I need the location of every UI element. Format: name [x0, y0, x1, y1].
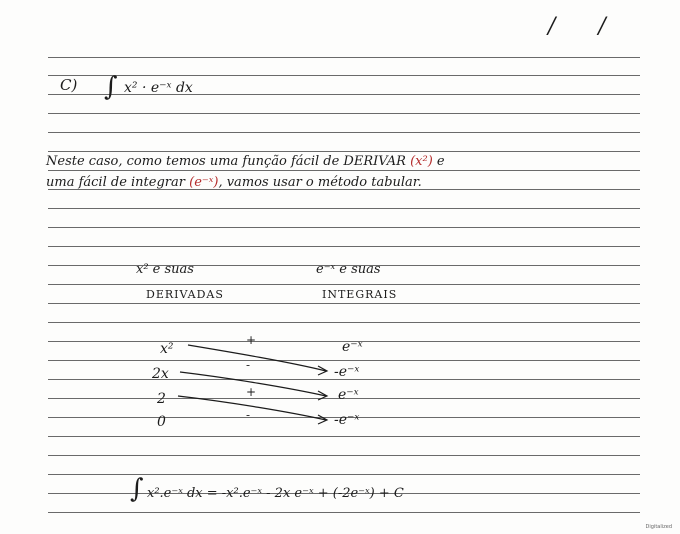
derivative-row-4: 0	[157, 414, 166, 430]
integrals-expression: e⁻ˣ e suas	[316, 262, 381, 277]
derivative-row-2: 2x	[152, 366, 169, 382]
integral-highlight: (e⁻ˣ)	[189, 175, 219, 190]
date-marks: / /	[548, 14, 624, 39]
sign-row-4: -	[246, 408, 251, 422]
result-expression: x².e⁻ˣ dx = -x².e⁻ˣ - 2x e⁻ˣ + (-2e⁻ˣ) + C	[147, 486, 404, 501]
sign-row-2: -	[246, 358, 251, 372]
integral-row-4: -e⁻ˣ	[334, 412, 360, 428]
problem-label: C)	[60, 76, 78, 94]
integrals-label: INTEGRAIS	[322, 288, 398, 301]
arrow-2	[180, 372, 326, 396]
integral-row-1: e⁻ˣ	[342, 339, 363, 355]
arrow-3	[178, 396, 326, 420]
derivative-row-3: 2	[157, 391, 166, 407]
result-integral-sign-icon: ∫	[130, 474, 144, 504]
derivative-highlight: (x²)	[410, 154, 433, 169]
sign-row-1: +	[246, 333, 257, 347]
explanation-text: uma fácil de integrar	[46, 175, 185, 190]
arrow-1	[188, 345, 326, 371]
integral-row-2: -e⁻ˣ	[334, 364, 360, 380]
derivative-row-1: x²	[160, 341, 174, 357]
integral-sign-icon: ∫	[104, 72, 118, 102]
derivatives-expression: x² e suas	[136, 262, 194, 277]
integral-row-3: e⁻ˣ	[338, 387, 359, 403]
explanation-text: , vamos usar o método tabular.	[218, 175, 422, 190]
problem-integrand: x² · e⁻ˣ dx	[124, 80, 193, 96]
derivatives-label: DERIVADAS	[146, 288, 224, 301]
explanation-text: e	[436, 154, 445, 169]
explanation-text: Neste caso, como temos uma função fácil de DERIVAR	[46, 154, 406, 169]
sign-row-3: +	[246, 385, 257, 399]
digitalized-footer: Digitalized	[645, 524, 672, 530]
